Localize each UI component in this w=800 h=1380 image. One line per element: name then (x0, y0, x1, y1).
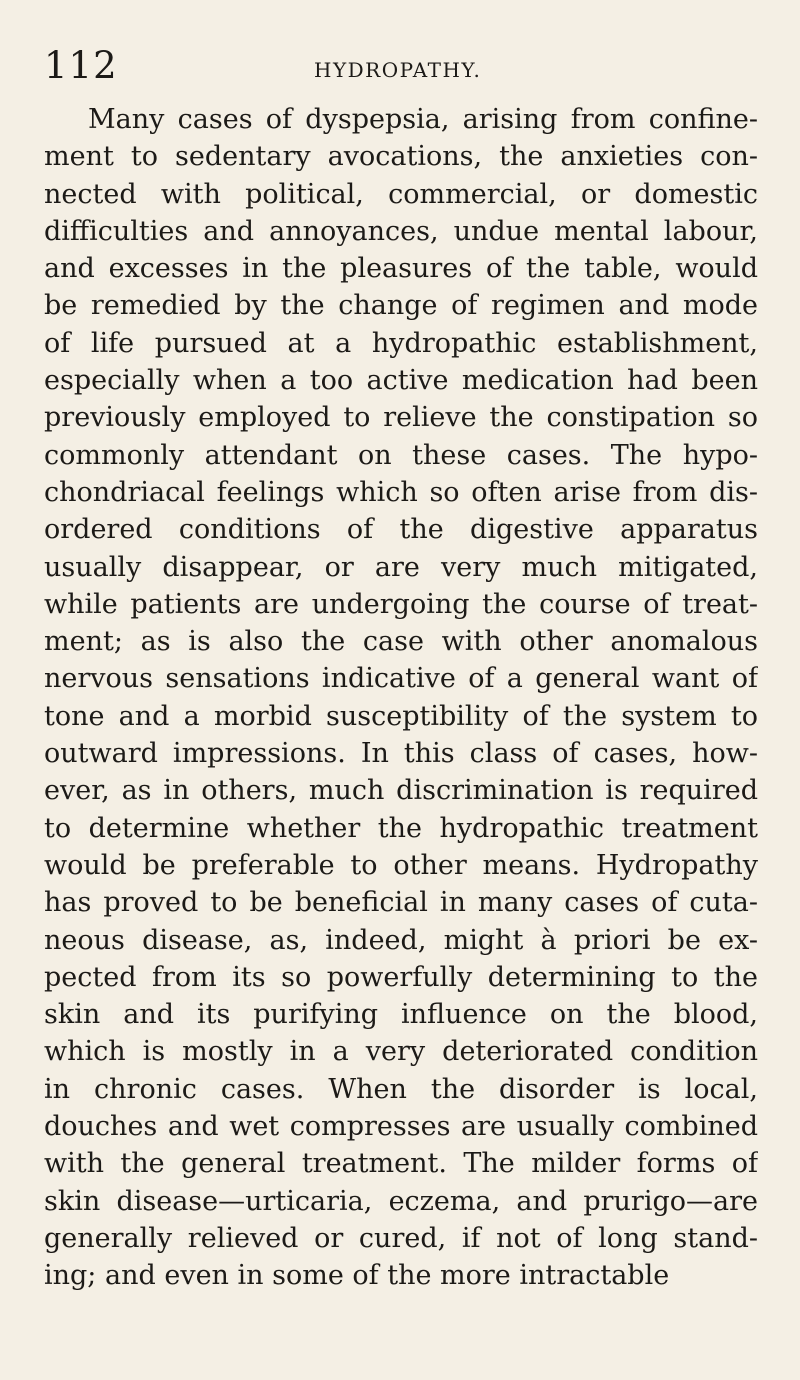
page-header (44, 44, 764, 94)
text-line: especially when a too active medication had been (44, 365, 758, 397)
running-title: HYDROPATHY. (314, 58, 482, 82)
text-line: would be preferable to other means. Hydropathy (44, 849, 758, 881)
text-line: which is mostly in a very deteriorated condition (44, 1036, 758, 1068)
text-line: ing; and even in some of the more intractable (44, 1260, 670, 1292)
text-line: skin and its purifying influence on the blood, (44, 999, 758, 1031)
text-line: be remedied by the change of regimen and mode (44, 290, 758, 322)
text-line: difficulties and annoyances, undue mental labour, (44, 215, 758, 247)
text-line: usually disappear, or are very much mitigated, (44, 551, 758, 583)
text-line: ever, as in others, much discrimination is required (44, 775, 758, 807)
text-line: nected with political, commercial, or domestic (44, 178, 758, 210)
text-line: commonly attendant on these cases. The hypo- (44, 439, 758, 471)
text-line: neous disease, as, indeed, might à priori be ex- (44, 924, 758, 956)
text-line: while patients are undergoing the course of treat- (44, 588, 758, 620)
text-line: ment to sedentary avocations, the anxieties con- (44, 141, 758, 173)
text-line: douches and wet compresses are usually combined (44, 1111, 758, 1143)
text-line: pected from its so powerfully determining to the (44, 961, 758, 993)
text-line: nervous sensations indicative of a general want of (44, 663, 758, 695)
text-line: tone and a morbid susceptibility of the system to (44, 700, 758, 732)
text-line: skin disease—urticaria, eczema, and prurigo—are (44, 1185, 758, 1217)
text-line: ment; as is also the case with other anomalous (44, 626, 758, 658)
text-line: outward impressions. In this class of cases, how- (44, 738, 758, 770)
text-line: of life pursued at a hydropathic establishment, (44, 327, 758, 359)
text-line: with the general treatment. The milder forms of (44, 1148, 758, 1180)
text-line: has proved to be beneficial in many cases of cuta- (44, 887, 758, 919)
text-line: Many cases of dyspepsia, arising from confine- (88, 104, 758, 135)
text-line: generally relieved or cured, if not of long stand- (44, 1222, 758, 1254)
page-number: 112 (44, 44, 118, 87)
text-line: chondriacal feelings which so often arise from dis- (44, 476, 758, 508)
text-line: in chronic cases. When the disorder is local, (44, 1073, 758, 1105)
text-line: and excesses in the pleasures of the table, would (44, 253, 758, 285)
text-line: to determine whether the hydropathic treatment (44, 812, 758, 844)
body-paragraph (44, 101, 758, 1295)
text-line: ordered conditions of the digestive apparatus (44, 514, 758, 546)
text-line: previously employed to relieve the constipation so (44, 402, 758, 434)
